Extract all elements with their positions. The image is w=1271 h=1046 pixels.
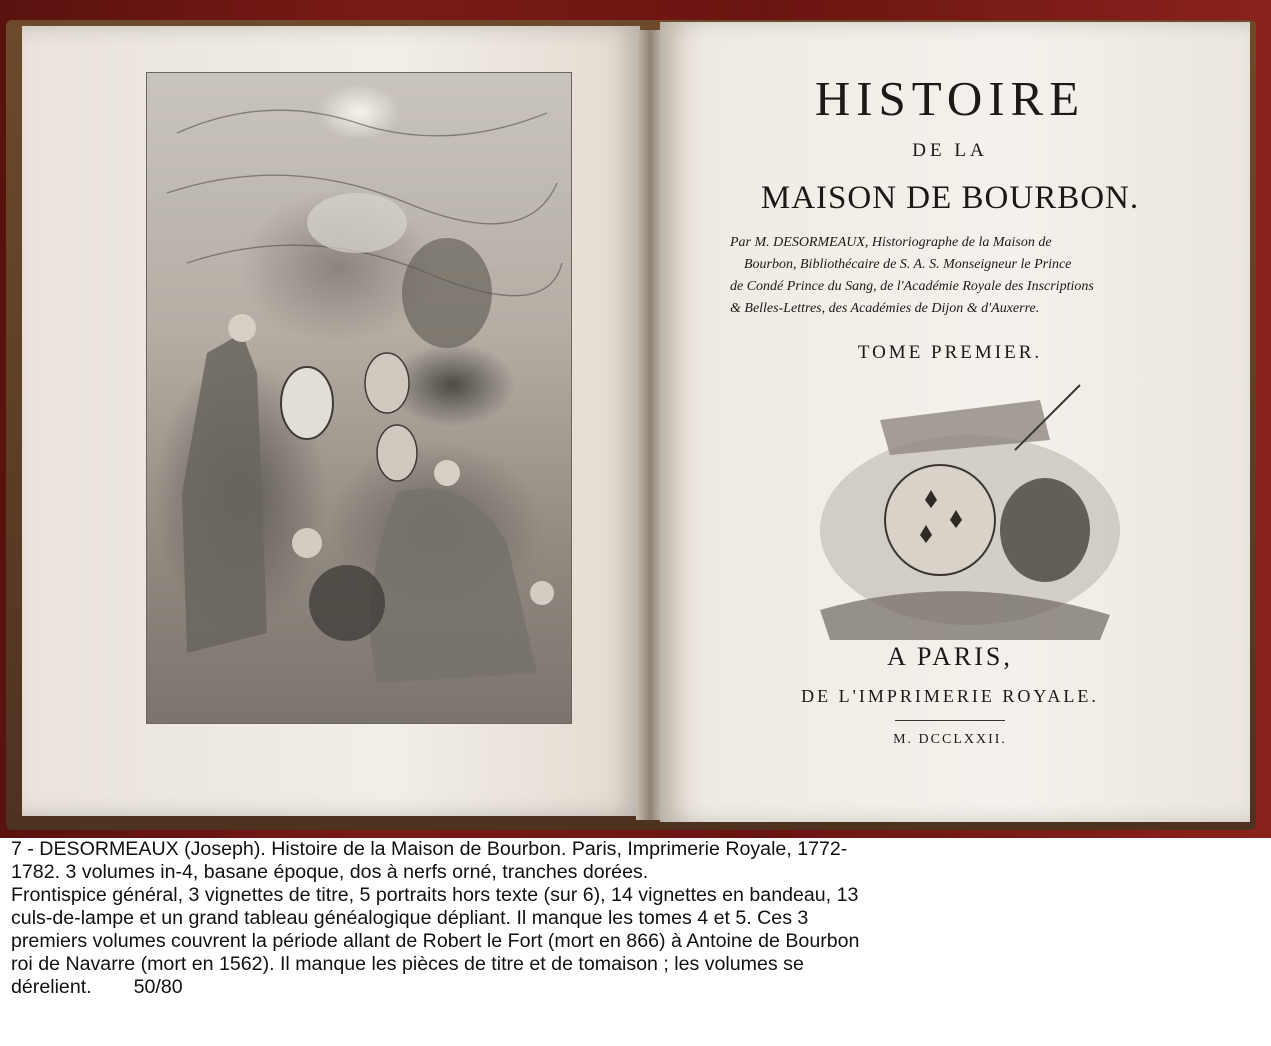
author-line: Bourbon, Bibliothécaire de S. A. S. Monseigneur le Prince	[744, 257, 1072, 272]
description-line: premiers volumes couvrent la période allant de Robert le Fort (mort en 866) à Antoine de Bourbon	[11, 930, 860, 952]
description-line: culs-de-lampe et un grand tableau généalogique dépliant. Il manque les tomes 4 et 5. Ces 3	[11, 907, 809, 929]
book-title-subject: MAISON DE BOURBON.	[760, 180, 1140, 216]
author-line: & Belles-Lettres, des Académies de Dijon & d'Auxerre.	[730, 301, 1040, 316]
book-title-main: HISTOIRE	[814, 71, 1086, 126]
frontispiece-engraving	[146, 72, 572, 724]
frontispiece-figures	[147, 73, 571, 723]
volume-label: TOME PREMIER.	[857, 342, 1043, 363]
description-line: 1782. 3 volumes in-4, basane époque, dos à nerfs orné, tranches dorées.	[11, 861, 649, 883]
description-line: roi de Navarre (mort en 1562). Il manque les pièces de titre et de tomaison ; les volumes se	[11, 953, 804, 975]
book-title-connector: DE LA	[912, 140, 988, 161]
description-line: dérelient.	[11, 976, 92, 998]
description-line: 7 - DESORMEAUX (Joseph). Histoire de la Maison de Bourbon. Paris, Imprimerie Royale, 1772-	[11, 838, 848, 860]
price-estimate: 50/80	[133, 976, 183, 998]
title-rule	[895, 720, 1005, 721]
author-credits	[730, 232, 1200, 320]
imprint-place: A PARIS,	[887, 642, 1013, 671]
author-line: Par M. DESORMEAUX, Historiographe de la Maison de	[730, 235, 1052, 250]
title-vignette	[800, 380, 1130, 650]
imprint-printer: DE L'IMPRIMERIE ROYALE.	[801, 686, 1099, 706]
description-last-line	[11, 976, 1071, 999]
lot-description	[11, 838, 1071, 999]
description-line: Frontispice général, 3 vignettes de titre, 5 portraits hors texte (sur 6), 14 vignettes en bandeau, 13	[11, 884, 859, 906]
author-line: de Condé Prince du Sang, de l'Académie Royale des Inscriptions	[730, 279, 1094, 294]
imprint-date: M. DCCLXXII.	[893, 732, 1007, 747]
